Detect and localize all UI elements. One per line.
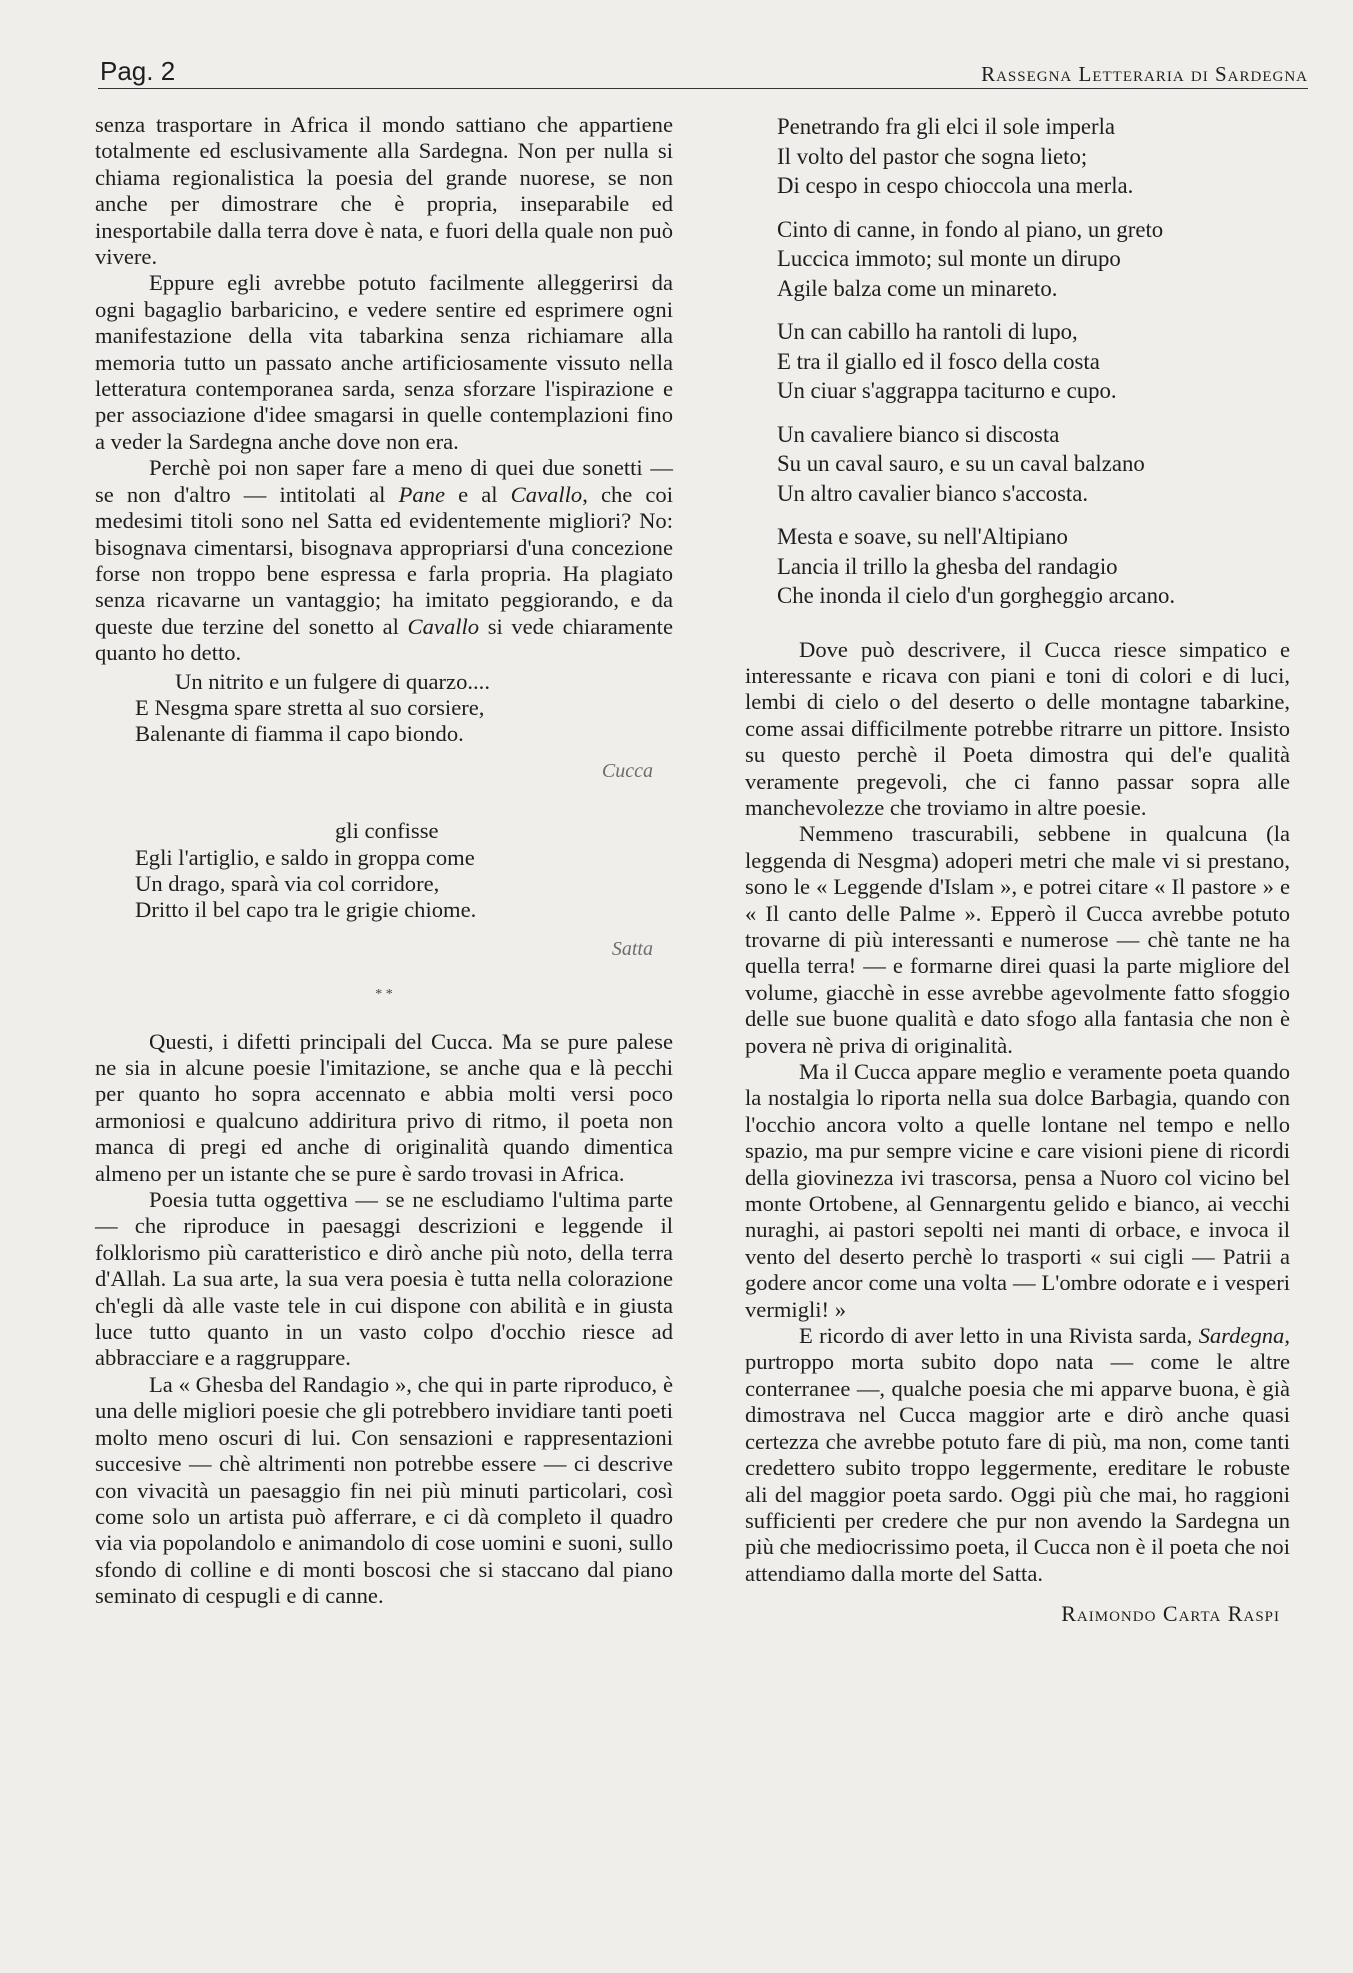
attribution-satta: Satta bbox=[611, 937, 653, 960]
verse-line: Un cavaliere bianco si discosta bbox=[777, 421, 1060, 447]
page-number: Pag. 2 bbox=[100, 56, 176, 86]
verse-line: Egli l'artiglio, e saldo in groppa come bbox=[135, 844, 475, 870]
poem-stanza bbox=[745, 522, 1290, 611]
paragraph: senza trasportare in Africa il mondo sattiano che appartiene totalmente ed esclusivamente alla Sardegna. Non per nulla si chiama regionalistica la poesia del grande nuorese, se non anche per dimostrare che è propria, inseparabile ed inesportabile dalla terra dove è nata, e fuori della quale non può vivere. bbox=[95, 112, 673, 270]
right-column bbox=[745, 112, 1290, 1628]
verse-line: Che inonda il cielo d'un gorgheggio arcano. bbox=[777, 583, 1176, 608]
verse-line: Lancia il trillo la ghesba del randagio bbox=[777, 553, 1118, 579]
verse-line: Balenante di fiamma il capo biondo. bbox=[135, 721, 464, 747]
verse-line: Agile balza come un minareto. bbox=[777, 275, 1058, 301]
paragraph: Perchè poi non saper fare a meno di quei due sonetti — se non d'altro — intitolati al Pane e al Cavallo, che coi medesimi titoli sono nel Satta ed evidentemente migliori? No: bisognava cimentarsi, bisognava appropriarsi d'una concezione forse non troppo bene espressa e farla propria. Ha plagiato senza ricavarne un vantaggio; ha imitato peggiorando, e da queste due terzine del sonetto al Cavallo si vede chiaramente quanto ho detto. bbox=[95, 455, 673, 666]
paragraph: Poesia tutta oggettiva — se ne escludiamo l'ultima parte — che riproduce in paesaggi descrizioni e leggende il folklorismo più caratteristico e dirò anche più noto, della terra d'Allah. La sua arte, la sua vera poesia è tutta nella colorazione ch'egli dà alle vaste tele in cui dispone con abilità e in giusta luce tutto quanto in un vasto colpo d'occhio riesce ad abbracciare e a raggruppare. bbox=[95, 1187, 673, 1371]
poem-stanza bbox=[745, 112, 1290, 201]
verse-line: Il volto del pastor che sogna lieto; bbox=[777, 143, 1088, 169]
section-separator: * * bbox=[375, 987, 393, 1003]
poem-stanza bbox=[745, 215, 1290, 304]
title-cavallo: Cavallo bbox=[407, 613, 480, 639]
verse-line: Cinto di canne, in fondo al piano, un greto bbox=[777, 216, 1164, 242]
paragraph: E ricordo di aver letto in una Rivista sarda, Sardegna, purtroppo morta subito dopo nata — come le altre conterranee —, qualche poesia che mi apparve buona, è già dimostrava nel Cucca maggior arte e dirò anche quasi certezza che avrebbe potuto fare di più, ma non, come tanti credettero subito troppo leggermente, ereditare le robuste ali del maggior poeta sardo. Oggi più che mai, ho raggioni sufficienti per credere che pur non avendo la Sardegna un più che mediocrissimo poeta, il Cucca non è il poeta che noi attendiamo dalla morte del Satta. bbox=[745, 1323, 1290, 1586]
page-header bbox=[98, 54, 1308, 89]
paragraph: Eppure egli avrebbe potuto facilmente alleggerirsi da ogni bagaglio barbaricino, e vedere sentire ed esprimere ogni manifestazione della vita tabarkina senza richiamare alla memoria tutto un passato anche artificiosamente vissuto nella letteratura contemporanea sarda, senza sforzare l'ispirazione e per associazione d'idee smagarsi in quelle contemplazioni fino a veder la Sardegna anche dove non era. bbox=[95, 270, 673, 454]
verse-line: E Nesgma spare stretta al suo corsiere, bbox=[135, 694, 485, 720]
left-column bbox=[95, 112, 673, 1610]
paragraph: Nemmeno trascurabili, sebbene in qualcuna (la leggenda di Nesgma) adoperi metri che male vi si prestano, sono le « Leggende d'Islam », e potrei citare « Il pastore » e « Il canto delle Palme ». Epperò il Cucca avrebbe potuto trovarne di più interessanti e numerose — chè tante ne ha quella terra! — e formarne direi quasi la parte migliore del volume, giacchè in esse avrebbe agevolmente fatto sfoggio delle sue buone qualità e dato sfogo alla fantasia che non è povera nè priva di originalità. bbox=[745, 821, 1290, 1058]
verse-line: Un altro cavalier bianco s'accosta. bbox=[777, 480, 1089, 506]
verse-line: Un can cabillo ha rantoli di lupo, bbox=[777, 319, 1078, 344]
title-cavallo: Cavallo bbox=[510, 481, 583, 507]
magazine-title: Sardegna bbox=[1198, 1323, 1285, 1349]
poem-stanza bbox=[745, 420, 1290, 509]
paragraph: La « Ghesba del Randagio », che qui in parte riproduco, è una delle migliori poesie che gli potrebbero invidiare tanti poeti molto meno oscuri di lui. Con sensazioni e rappresentazioni succesive — chè altrimenti non potrebbe essere — ci descrive con vivacità un paesaggio fin nei più minuti particolari, così come solo un artista può afferrare, e ci dà completo il quadro via via popolandolo e animandolo di cose uomini e suoni, sullo sfondo di colline e di monti boscosi che si staccano dal piano seminato di cespugli e di canne. bbox=[95, 1371, 673, 1609]
verse-line: Mesta e soave, su nell'Altipiano bbox=[777, 524, 1068, 549]
verse-line: Un ciuar s'aggrappa taciturno e cupo. bbox=[777, 378, 1117, 403]
verse-line: Dritto il bel capo tra le grigie chiome. bbox=[135, 897, 477, 923]
paragraph: Ma il Cucca appare meglio e veramente poeta quando la nostalgia lo riporta nella sua dolce Barbagia, quando con l'occhio ancora volto a quelle lontane nel tempo e nello spazio, ma pur sempre vicine e care visioni piene di ricordi della giovinezza ivi trascorsa, pensa a Nuoro col vicino bel monte Ortobene, al Gennargentu gelido e bianco, ai vecchi nuraghi, ai pastori sepolti nei manti di orbace, e invoca il vento del deserto perchè lo trasporti « sui cigli — Patrii a godere ancor come una volta — L'ombre odorate e i vesperi vermigli! » bbox=[745, 1059, 1290, 1322]
verse-line: E tra il giallo ed il fosco della costa bbox=[777, 348, 1100, 374]
paragraph: Questi, i difetti principali del Cucca. Ma se pure palese ne sia in alcune poesie l'imitazione, se anche qua e là pecchi per quanto ho sopra accennato e abbia molti versi poco armoniosi e qualcuno addiritura privo di ritmo, il poeta non manca di pregi ed anche di originalità quando dimentica almeno per un istante che se pure è sardo trovasi in Africa. bbox=[95, 1028, 673, 1186]
verse-line: Su un caval sauro, e su un caval balzano bbox=[777, 451, 1145, 476]
quoted-verse-satta bbox=[95, 818, 673, 924]
author-signature: Raimondo Carta Raspi bbox=[1061, 1601, 1280, 1627]
attribution-cucca: Cucca bbox=[601, 759, 653, 782]
paragraph: Dove può descrivere, il Cucca riesce simpatico e interessante e ricava con piani e toni di colori e di luci, lembi di cielo o del deserto o delle montagne tabarkine, come assai difficilmente potrebbe ritrarre un pittore. Insisto su questo perchè il Poeta dimostra qui del'e qualità veramente pregevoli, che ci fanno passar sopra alle manchevolezze che troviamo in altre poesie. bbox=[745, 636, 1290, 820]
quoted-verse-cucca bbox=[95, 669, 673, 748]
verse-line: Un drago, sparà via col corridore, bbox=[135, 870, 440, 896]
journal-title: Rassegna Letteraria di Sardegna bbox=[981, 62, 1308, 86]
title-pane: Pane bbox=[398, 481, 445, 507]
verse-line: gli confisse bbox=[335, 818, 439, 844]
verse-line: Penetrando fra gli elci il sole imperla bbox=[777, 114, 1116, 139]
verse-line: Di cespo in cespo chioccola una merla. bbox=[777, 173, 1134, 198]
poem-stanza bbox=[745, 317, 1290, 406]
verse-line: Un nitrito e un fulgere di quarzo.... bbox=[175, 668, 490, 694]
verse-line: Luccica immoto; sul monte un dirupo bbox=[777, 246, 1121, 271]
